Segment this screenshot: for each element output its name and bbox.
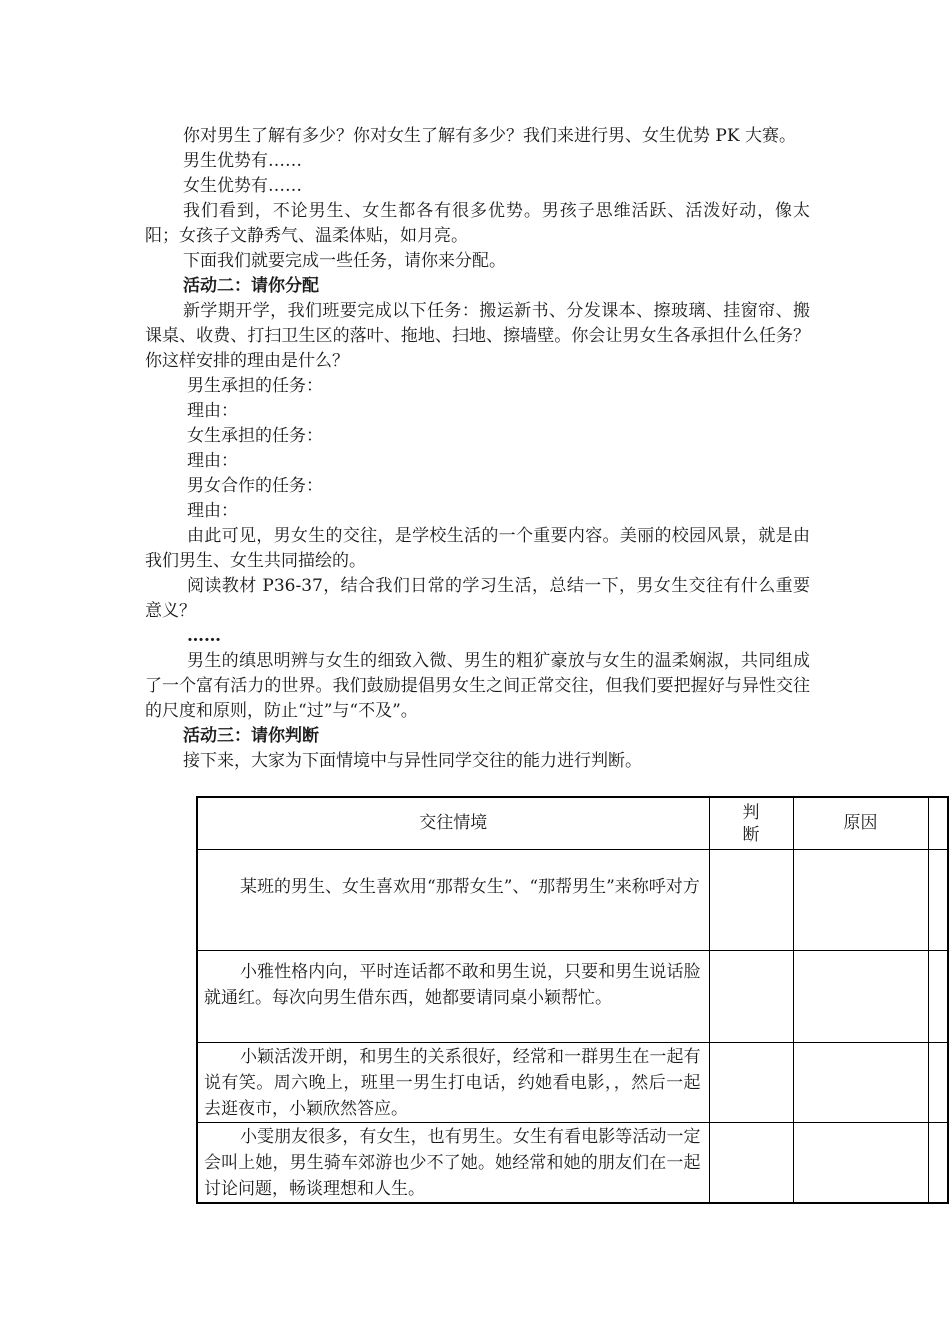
- extra-cell: [928, 1042, 948, 1122]
- girls-tasks-label: 女生承担的任务：: [187, 426, 323, 446]
- boys-tasks-label: 男生承担的任务：: [187, 376, 323, 396]
- table-row: [197, 950, 948, 1042]
- situation-cell: 小颖活泼开朗，和男生的关系很好，经常和一群男生在一起有说有笑。周六晚上，班里一男生打电话，约她看电影，，然后一起去逛夜市，小颖欣然答应。: [197, 1042, 709, 1122]
- judgment-cell[interactable]: [709, 849, 793, 950]
- situation-table: [196, 796, 949, 1204]
- header-reason: 原因: [793, 797, 928, 849]
- extra-cell: [928, 1122, 948, 1203]
- situation-cell: 小雯朋友很多，有女生，也有男生。女生有看电影等活动一定会叫上她，男生骑车郊游也少不了她。她经常和她的朋友们在一起讨论问题，畅谈理想和人生。: [197, 1122, 709, 1203]
- header-extra: [928, 797, 948, 849]
- body-text: [145, 124, 810, 774]
- table-header-row: [197, 797, 948, 849]
- reading-question: 阅读教材 P36-37，结合我们日常的学习生活，总结一下，男女生交往有什么重要意义？: [145, 576, 810, 621]
- judgment-cell[interactable]: [709, 950, 793, 1042]
- reason-cell[interactable]: [793, 1122, 928, 1203]
- activity-three-heading: 活动三：请你判断: [183, 726, 319, 746]
- reason-cell[interactable]: [793, 1042, 928, 1122]
- header-judgment-line1: 判: [742, 803, 760, 824]
- girls-advantages: 女生优势有……: [183, 176, 302, 196]
- conclusion-paragraph: 由此可见，男女生的交往，是学校生活的一个重要内容。美丽的校园风景，就是由我们男生、女生共同描绘的。: [145, 526, 810, 571]
- interaction-paragraph: 男生的缜思明辨与女生的细致入微、男生的粗犷豪放与女生的温柔娴淑，共同组成了一个富有活力的世界。我们鼓励提倡男女生之间正常交往，但我们要把握好与异性交往的尺度和原则，防止“过”与“不及”。: [145, 651, 810, 721]
- situation-cell: 小雅性格内向，平时连话都不敢和男生说，只要和男生说话脸就通红。每次向男生借东西，她都要请同桌小颖帮忙。: [197, 950, 709, 1042]
- reason-label: 理由：: [187, 401, 238, 421]
- header-situation: 交往情境: [197, 797, 709, 849]
- extra-cell: [928, 950, 948, 1042]
- boys-advantages: 男生优势有……: [183, 151, 302, 171]
- table-row: [197, 849, 948, 950]
- activity-two-heading: 活动二：请你分配: [183, 276, 319, 296]
- judgment-cell[interactable]: [709, 1042, 793, 1122]
- advantages-summary: 我们看到，不论男生、女生都各有很多优势。男孩子思维活跃、活泼好动，像太阳；女孩子文静秀气、温柔体贴，如月亮。: [145, 201, 810, 246]
- extra-cell: [928, 849, 948, 950]
- task-intro: 下面我们就要完成一些任务，请你来分配。: [183, 251, 506, 271]
- header-judgment: [709, 797, 793, 849]
- situation-cell: 某班的男生、女生喜欢用“那帮女生”、“那帮男生”来称呼对方: [197, 849, 709, 950]
- ellipsis: ……: [187, 626, 221, 646]
- judgment-intro: 接下来，大家为下面情境中与异性同学交往的能力进行判断。: [183, 751, 642, 771]
- reason-cell[interactable]: [793, 849, 928, 950]
- reason-label: 理由：: [187, 501, 238, 521]
- judgment-cell[interactable]: [709, 1122, 793, 1203]
- intro-paragraph: 你对男生了解有多少？你对女生了解有多少？我们来进行男、女生优势 PK 大赛。: [183, 126, 796, 146]
- reason-cell[interactable]: [793, 950, 928, 1042]
- task-list-paragraph: 新学期开学，我们班要完成以下任务：搬运新书、分发课本、擦玻璃、挂窗帘、搬课桌、收费、打扫卫生区的落叶、拖地、扫地、擦墙壁。你会让男女生各承担什么任务？你这样安排的理由是什么？: [145, 301, 810, 371]
- table-row: [197, 1122, 948, 1203]
- header-judgment-line2: 断: [742, 825, 760, 846]
- reason-label: 理由：: [187, 451, 238, 471]
- joint-tasks-label: 男女合作的任务：: [187, 476, 323, 496]
- table-row: [197, 1042, 948, 1122]
